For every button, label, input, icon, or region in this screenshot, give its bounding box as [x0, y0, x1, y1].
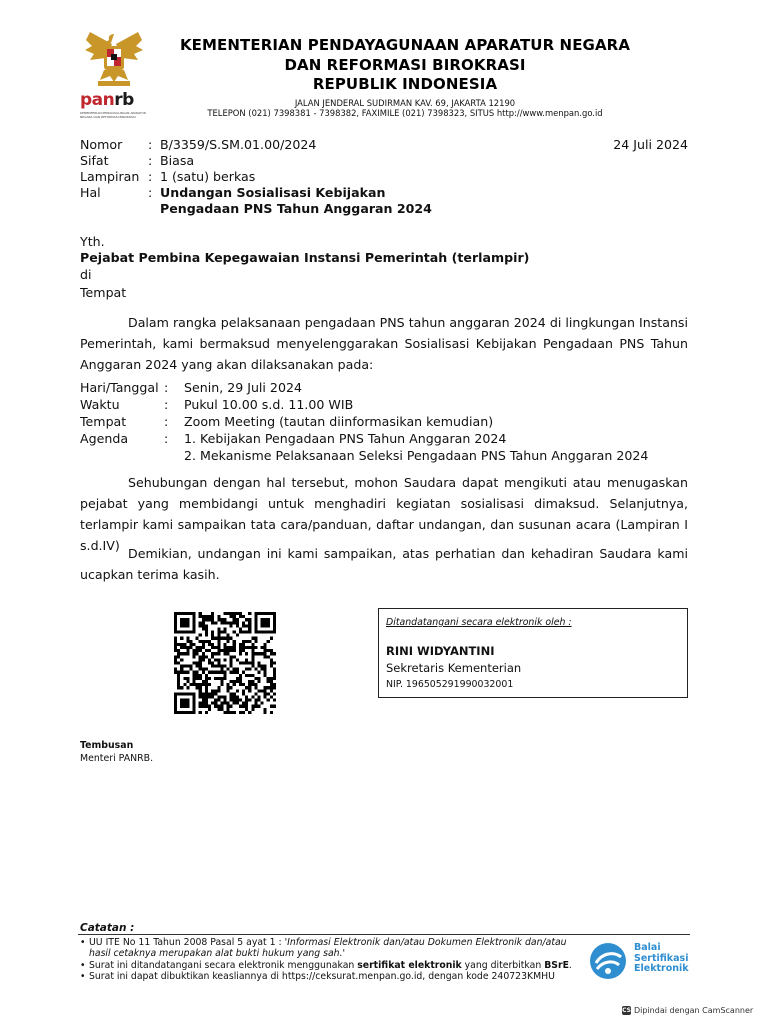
panrb-logo — [80, 30, 148, 120]
waktu-colon: : — [164, 397, 169, 412]
addressee-place: Tempat — [80, 285, 127, 300]
addressee-name: Pejabat Pembina Kepegawaian Instansi Pemerintah (terlampir) — [80, 250, 530, 265]
signer-title: Sekretaris Kementerian — [386, 661, 522, 675]
body-paragraph-1: Dalam rangka pelaksanaan pengadaan PNS tahun anggaran 2024 di lingkungan Instansi Pemerintah, kami bermaksud menyelenggarakan Sosialisasi Kebijakan Pengadaan PNS Tahun Anggaran 2024 yang akan dilaksanakan pada: — [80, 315, 688, 372]
signer-name: RINI WIDYANTINI — [386, 644, 495, 658]
addressee-di: di — [80, 267, 92, 282]
bsre-logo-icon — [588, 941, 628, 981]
hal-colon: : — [148, 185, 153, 200]
bsre-label: Balai Sertifikasi Elektronik — [634, 942, 689, 974]
garuda-emblem-icon — [82, 30, 146, 88]
logo-subtext: KEMENTERIAN PENDAYAGUNAAN APARATUR NEGARA DAN REFORMASI BIROKRASI — [80, 111, 146, 119]
lampiran-label: Lampiran — [80, 169, 140, 184]
tempat-label: Tempat — [80, 414, 127, 429]
agenda-item-1: 1. Kebijakan Pengadaan PNS Tahun Anggaran 2024 — [184, 431, 507, 446]
tembusan-recipient: Menteri PANRB. — [80, 753, 154, 764]
sifat-value: Biasa — [160, 153, 195, 168]
letterhead-line-2: DAN REFORMASI BIROKRASI — [284, 56, 526, 74]
letterhead-line-1: KEMENTERIAN PENDAYAGUNAAN APARATUR NEGARA — [179, 36, 631, 54]
signature-caption: Ditandatangani secara elektronik oleh : — [386, 617, 572, 628]
tembusan-heading: Tembusan — [80, 740, 134, 751]
catatan-heading: Catatan : — [80, 922, 135, 934]
footnote-1: • UU ITE No 11 Tahun 2008 Pasal 5 ayat 1 : 'Informasi Elektronik dan/atau Dokumen Elektronik dan/atau hasil cetaknya merupakan alat bukti hukum yang sah.' — [80, 937, 567, 959]
lampiran-colon: : — [148, 169, 153, 184]
footnote-3: • Surat ini dapat dibuktikan keasliannya di https://ceksurat.menpan.go.id, dengan kode 240723KMHU — [80, 971, 555, 982]
hal-value-line-2: Pengadaan PNS Tahun Anggaran 2024 — [160, 201, 432, 216]
hari-label: Hari/Tanggal — [80, 380, 159, 395]
body-paragraph-3: Demikian, undangan ini kami sampaikan, atas perhatian dan kehadiran Saudara kami ucapkan terima kasih. — [80, 546, 688, 582]
letterhead-address: JALAN JENDERAL SUDIRMAN KAV. 69, JAKARTA 12190 — [294, 98, 516, 108]
hari-colon: : — [164, 380, 169, 395]
waktu-label: Waktu — [80, 397, 120, 412]
panrb-wordmark: panrb — [80, 90, 134, 110]
agenda-colon: : — [164, 431, 169, 446]
agenda-label: Agenda — [80, 431, 129, 446]
letter-date: 24 Juli 2024 — [613, 137, 688, 152]
signer-nip: NIP. 196505291990032001 — [386, 679, 514, 690]
qr-code-icon — [174, 612, 276, 714]
tempat-value: Zoom Meeting (tautan diinformasikan kemudian) — [184, 414, 494, 429]
hari-value: Senin, 29 Juli 2024 — [184, 380, 302, 395]
nomor-value: B/3359/S.SM.01.00/2024 — [160, 137, 317, 152]
camscanner-watermark: Dipindai dengan CamScanner — [634, 1006, 754, 1015]
signature-box — [378, 608, 688, 698]
agenda-item-2: 2. Mekanisme Pelaksanaan Seleksi Pengadaan PNS Tahun Anggaran 2024 — [184, 448, 649, 463]
sifat-label: Sifat — [80, 153, 109, 168]
letterhead-line-3: REPUBLIK INDONESIA — [312, 75, 498, 93]
tempat-colon: : — [164, 414, 169, 429]
body-paragraph-2: Sehubungan dengan hal tersebut, mohon Saudara dapat mengikuti atau menugaskan pejabat yang membidangi untuk menghadiri kegiatan sosialisasi dimaksud. Selanjutnya, terlampir kami sampaikan tata cara/panduan, daftar undangan, dan susunan acara (Lampiran I s.d.IV) — [80, 475, 688, 553]
sifat-colon: : — [148, 153, 153, 168]
camscanner-icon: CS — [622, 1007, 631, 1014]
nomor-label: Nomor — [80, 137, 123, 152]
footnote-2: • Surat ini ditandatangani secara elektronik menggunakan sertifikat elektronik yang diterbitkan BSrE. — [80, 960, 572, 971]
letterhead-contact: TELEPON (021) 7398381 - 7398382, FAXIMILE (021) 7398323, SITUS http://www.menpan.go.id — [207, 108, 603, 118]
hal-value-line-1: Undangan Sosialisasi Kebijakan — [160, 185, 386, 200]
lampiran-value: 1 (satu) berkas — [160, 169, 256, 184]
yth-label: Yth. — [80, 234, 105, 249]
hal-label: Hal — [80, 185, 101, 200]
nomor-colon: : — [148, 137, 153, 152]
waktu-value: Pukul 10.00 s.d. 11.00 WIB — [184, 397, 354, 412]
footer-divider — [78, 934, 690, 935]
